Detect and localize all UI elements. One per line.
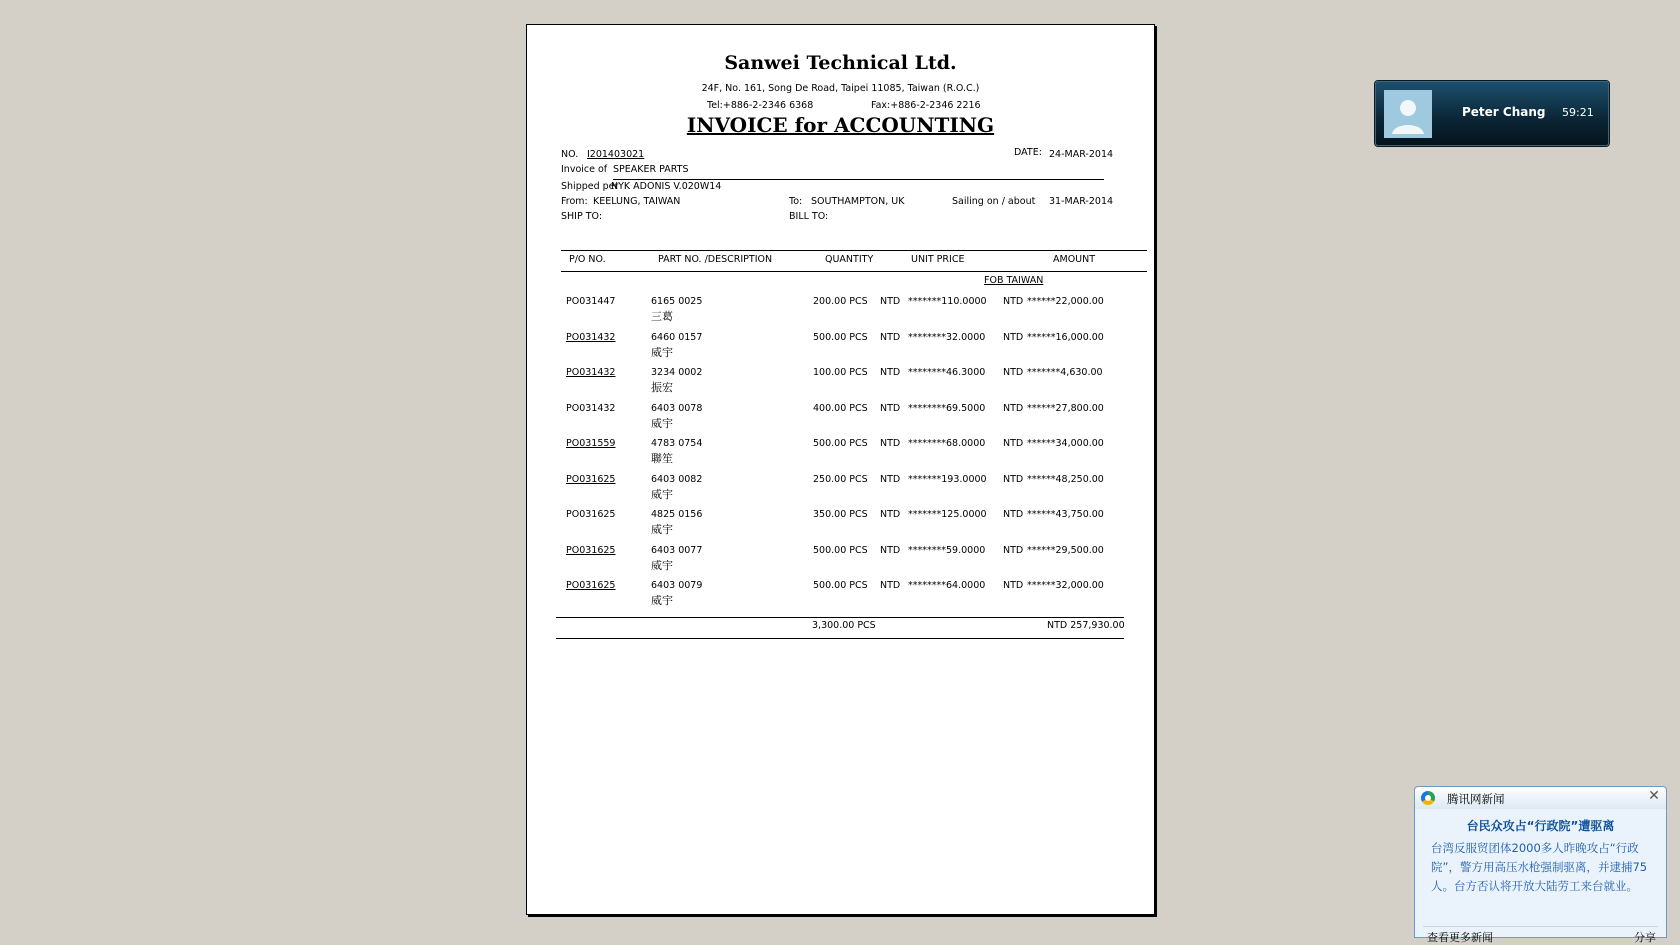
line-part-number: 4783 0754	[651, 438, 703, 449]
line-amount: ******27,800.00	[1027, 403, 1104, 414]
line-quantity: 500.00 PCS	[813, 545, 868, 556]
line-po-number: PO031447	[566, 296, 616, 307]
line-amount-currency: NTD	[1003, 474, 1024, 485]
tencent-news-logo-icon	[1421, 791, 1435, 805]
news-source: 腾讯网新闻	[1447, 792, 1505, 806]
line-part-number: 6165 0025	[651, 296, 703, 307]
line-po-number: PO031625	[566, 545, 616, 556]
line-amount: ******43,750.00	[1027, 509, 1104, 520]
line-quantity: 500.00 PCS	[813, 332, 868, 343]
shipped-per-label: Shipped per	[561, 181, 619, 192]
from-value: KEELUNG, TAIWAN	[593, 196, 681, 207]
sailing-label: Sailing on / about	[952, 196, 1036, 207]
close-icon[interactable]: ✕	[1648, 788, 1660, 804]
line-quantity: 350.00 PCS	[813, 509, 868, 520]
line-quantity: 500.00 PCS	[813, 580, 868, 591]
line-amount-currency: NTD	[1003, 332, 1024, 343]
invoice-of-value: SPEAKER PARTS	[613, 164, 689, 175]
total-bottom-rule	[556, 638, 1124, 639]
line-amount-currency: NTD	[1003, 403, 1024, 414]
caller-name: Peter Chang	[1462, 105, 1546, 119]
company-address: 24F, No. 161, Song De Road, Taipei 11085, Taiwan (R.O.C.)	[701, 83, 980, 94]
invoice-no-label: NO.	[561, 149, 579, 160]
line-description: 聯笙	[651, 452, 673, 465]
table-header-rule	[561, 271, 1147, 272]
news-headline[interactable]: 台民众攻占“行政院”遭驱离	[1466, 819, 1615, 833]
line-part-number: 6403 0079	[651, 580, 703, 591]
table-top-rule	[561, 250, 1147, 251]
line-unit-price: ********32.0000	[908, 332, 986, 343]
user-silhouette-icon	[1384, 90, 1432, 138]
company-name: Sanwei Technical Ltd.	[724, 52, 957, 74]
total-top-rule	[556, 617, 1124, 618]
line-part-number: 4825 0156	[651, 509, 703, 520]
line-description: 三葛	[651, 310, 673, 323]
line-description: 威宇	[651, 417, 673, 430]
more-news-link[interactable]: 查看更多新闻	[1427, 931, 1493, 944]
call-timer: 59:21	[1562, 106, 1594, 119]
line-amount: ******29,500.00	[1027, 545, 1104, 556]
date-label: DATE:	[1014, 147, 1042, 158]
line-amount: ******32,000.00	[1027, 580, 1104, 591]
col-header-qty: QUANTITY	[825, 254, 874, 265]
line-part-number: 6403 0078	[651, 403, 703, 414]
line-amount-currency: NTD	[1003, 509, 1024, 520]
video-call-widget[interactable]	[1375, 81, 1609, 146]
line-description: 威宇	[651, 488, 673, 501]
line-amount-currency: NTD	[1003, 367, 1024, 378]
line-quantity: 250.00 PCS	[813, 474, 868, 485]
line-unit-price: *******110.0000	[908, 296, 987, 307]
line-unit-currency: NTD	[880, 296, 901, 307]
date-value: 24-MAR-2014	[1049, 149, 1114, 160]
share-link[interactable]: 分享	[1634, 931, 1656, 944]
line-quantity: 100.00 PCS	[813, 367, 868, 378]
line-unit-price: ********64.0000	[908, 580, 986, 591]
invoice-page	[526, 24, 1155, 915]
line-unit-currency: NTD	[880, 545, 901, 556]
news-popup-header	[1415, 787, 1666, 809]
line-po-number: PO031559	[566, 438, 616, 449]
company-tel: Tel:+886-2-2346 6368	[707, 100, 814, 111]
line-po-number: PO031625	[566, 580, 616, 591]
line-quantity: 400.00 PCS	[813, 403, 868, 414]
line-unit-currency: NTD	[880, 474, 901, 485]
line-amount-currency: NTD	[1003, 296, 1024, 307]
col-header-po: P/O NO.	[569, 254, 606, 265]
rule-invoice-of	[613, 179, 1104, 180]
line-amount-currency: NTD	[1003, 545, 1024, 556]
line-amount-currency: NTD	[1003, 580, 1024, 591]
line-amount: *******4,630.00	[1027, 367, 1103, 378]
line-unit-price: ********46.3000	[908, 367, 986, 378]
line-part-number: 6403 0077	[651, 545, 703, 556]
total-amount: NTD 257,930.00	[1047, 620, 1125, 631]
line-part-number: 3234 0002	[651, 367, 703, 378]
line-po-number: PO031432	[566, 332, 616, 343]
news-body[interactable]: 台湾反服贸团体2000多人昨晚攻占“行政院”，警方用高压水枪强制驱离，并逮捕75人。台方否认将开放大陆劳工来台就业。	[1431, 841, 1648, 893]
line-amount: ******16,000.00	[1027, 332, 1104, 343]
line-description: 威宇	[651, 523, 673, 536]
col-header-amount: AMOUNT	[1053, 254, 1096, 265]
invoice-of-label: Invoice of	[561, 164, 608, 175]
line-description: 威宇	[651, 594, 673, 607]
company-fax: Fax:+886-2-2346 2216	[871, 100, 981, 111]
line-quantity: 500.00 PCS	[813, 438, 868, 449]
terms-label: FOB TAIWAN	[984, 275, 1044, 286]
from-label: From:	[561, 196, 588, 207]
line-amount: ******22,000.00	[1027, 296, 1104, 307]
total-quantity: 3,300.00 PCS	[812, 620, 876, 631]
line-unit-price: ********59.0000	[908, 545, 986, 556]
line-unit-currency: NTD	[880, 438, 901, 449]
line-amount: ******48,250.00	[1027, 474, 1104, 485]
line-part-number: 6403 0082	[651, 474, 703, 485]
line-unit-currency: NTD	[880, 509, 901, 520]
line-description: 振宏	[651, 381, 673, 394]
line-part-number: 6460 0157	[651, 332, 703, 343]
col-header-part: PART NO. /DESCRIPTION	[658, 254, 773, 265]
bill-to-label: BILL TO:	[789, 211, 829, 222]
line-po-number: PO031432	[566, 367, 616, 378]
line-unit-currency: NTD	[880, 403, 901, 414]
line-amount-currency: NTD	[1003, 438, 1024, 449]
line-unit-currency: NTD	[880, 367, 901, 378]
news-popup	[1414, 786, 1667, 944]
line-description: 威宇	[651, 346, 673, 359]
line-unit-currency: NTD	[880, 580, 901, 591]
col-header-unit-price: UNIT PRICE	[911, 254, 965, 265]
ship-to-label: SHIP TO:	[561, 211, 603, 222]
line-quantity: 200.00 PCS	[813, 296, 868, 307]
sailing-value: 31-MAR-2014	[1049, 196, 1114, 207]
document-title: INVOICE for ACCOUNTING	[686, 113, 995, 137]
invoice-no-value: I201403021	[587, 149, 645, 160]
line-po-number: PO031625	[566, 509, 616, 520]
line-unit-price: ********69.5000	[908, 403, 986, 414]
line-unit-price: *******125.0000	[908, 509, 987, 520]
line-po-number: PO031625	[566, 474, 616, 485]
line-po-number: PO031432	[566, 403, 616, 414]
line-unit-price: *******193.0000	[908, 474, 987, 485]
line-unit-price: ********68.0000	[908, 438, 986, 449]
news-footer-divider	[1423, 926, 1658, 927]
line-amount: ******34,000.00	[1027, 438, 1104, 449]
to-value: SOUTHAMPTON, UK	[811, 196, 905, 207]
line-description: 威宇	[651, 559, 673, 572]
line-unit-currency: NTD	[880, 332, 901, 343]
to-label: To:	[789, 196, 803, 207]
shipped-per-value: NYK ADONIS V.020W14	[611, 181, 722, 192]
